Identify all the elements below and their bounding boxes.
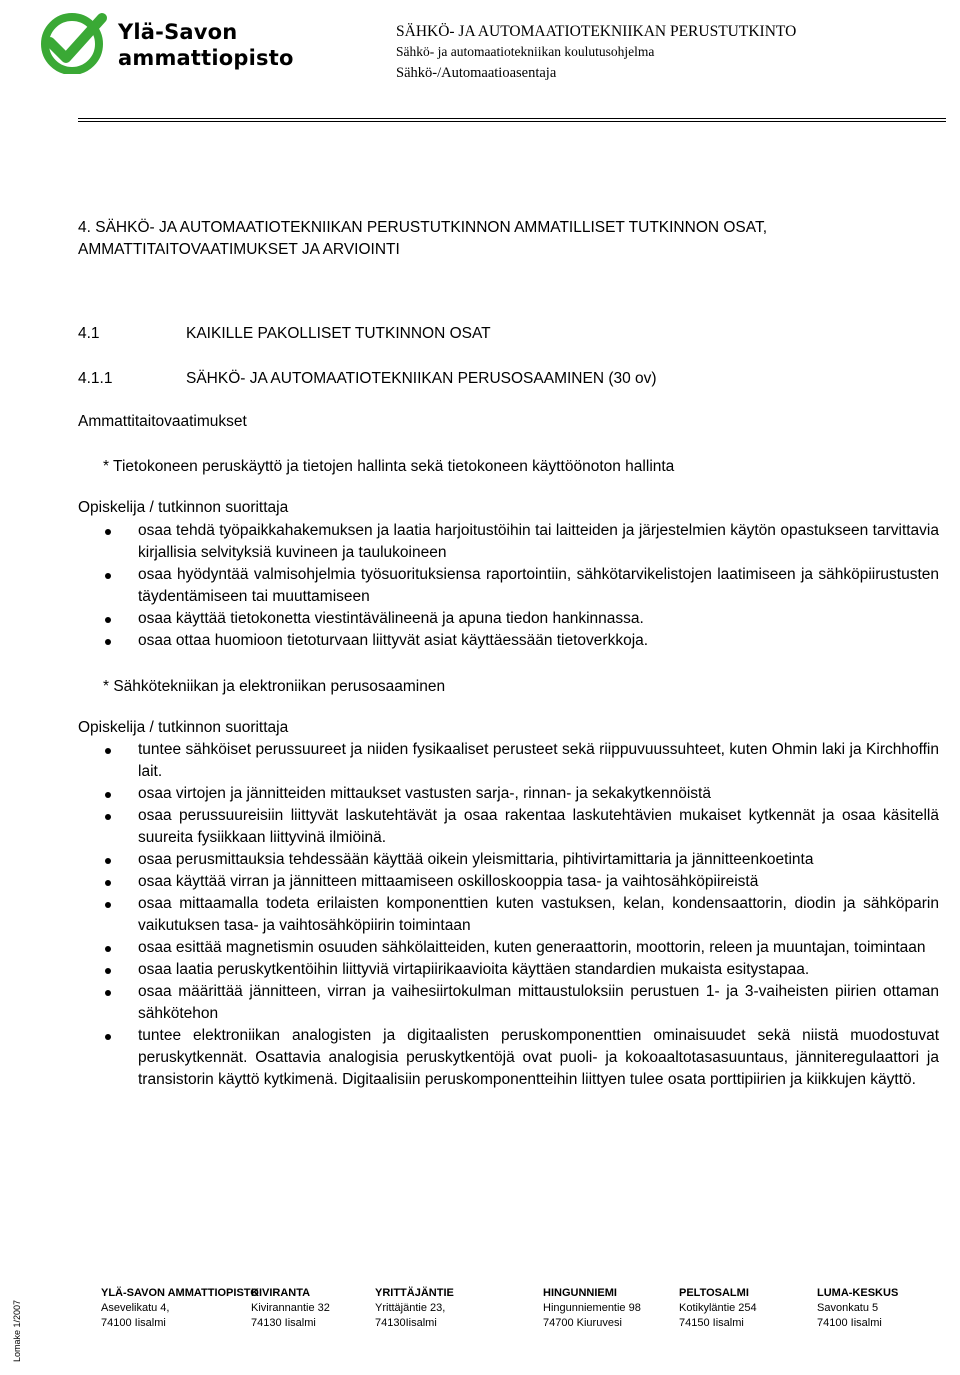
bullet-icon bbox=[105, 880, 111, 886]
list-item: osaa määrittää jännitteen, virran ja vaihesiirtokulman mittaustuloksiin perustuen 1- ja 3-vaiheisten piirien ottaman sähkötehon bbox=[105, 981, 939, 1025]
list-item: tuntee elektroniikan analogisten ja digitaalisten peruskomponenttien ominaisuudet sekä niistä muodostuvat peruskytkennät. Osattavia analogisia peruskytkentöjä ovat puoli- ja kokoaaltotasasuuntaus, jänniteregulaattori ja transistorin käyttö kytkimenä. Digitaalisiin peruskomponentteihin liittyen tulee osata porttipiirien ja kiikkujen käyttö. bbox=[105, 1025, 939, 1091]
bullet-icon bbox=[105, 968, 111, 974]
bullet-icon bbox=[105, 902, 111, 908]
list-item: osaa esittää magnetismin osuuden sähkölaitteiden, kuten generaattorin, moottorin, releen ja muuntajan, toimintaan bbox=[105, 937, 939, 959]
bullet-icon bbox=[105, 529, 111, 535]
list-item: osaa mittaamalla todeta erilaisten komponenttien kuten vastuksen, kelan, kondensaattorin, diodin ja sähköparin vaikutuksen tasa- ja vaihtosähköpiirin toimintaan bbox=[105, 893, 939, 937]
list-item: osaa käyttää virran ja jännitteen mittaamiseen oskilloskooppia tasa- ja vaihtosähköpiireistä bbox=[105, 871, 939, 893]
bullet-icon bbox=[105, 814, 111, 820]
list-item: osaa laatia peruskytkentöihin liittyviä virtapiirikaavioita käyttäen standardien mukaista esitystapaa. bbox=[105, 959, 939, 981]
logo-text-line2: ammattiopisto bbox=[118, 46, 294, 70]
bullet-icon bbox=[105, 617, 111, 623]
list-item: osaa ottaa huomioon tietoturvaan liittyvät asiat käyttäessään tietoverkkoja. bbox=[105, 630, 939, 652]
header-degree: Sähkö-/Automaatioasentaja bbox=[396, 65, 557, 81]
list-item: osaa hyödyntää valmisohjelmia työsuorituksiensa raportointiin, sähkötarvikelistojen laatimiseen ja sähköpiirustusten täydentämiseen tai muuttamiseen bbox=[105, 564, 939, 608]
group2-subject: Opiskelija / tutkinnon suorittaja bbox=[78, 719, 289, 736]
section-title: SÄHKÖ- JA AUTOMAATIOTEKNIIKAN PERUSOSAAMINEN (30 ov) bbox=[186, 370, 657, 387]
bullet-icon bbox=[105, 792, 111, 798]
bullet-icon bbox=[105, 748, 111, 754]
footer-location-kiviranta: KIVIRANTA Kivirannantie 32 74130 Iisalmi bbox=[251, 1287, 330, 1329]
form-code-vertical bbox=[12, 1282, 36, 1362]
form-code: Lomake 1/2007 bbox=[12, 1299, 22, 1362]
footer-location-main: YLÄ-SAVON AMMATTIOPISTO Asevelikatu 4, 74100 Iisalmi bbox=[101, 1287, 259, 1329]
bullet-icon bbox=[105, 858, 111, 864]
section-number: 4.1.1 bbox=[78, 370, 113, 387]
group1-list bbox=[105, 520, 939, 652]
list-item: osaa perusmittauksia tehdessään käyttää oikein yleismittaria, pihtivirtamittaria ja jännitteenkoetinta bbox=[105, 849, 939, 871]
section-title: KAIKILLE PAKOLLISET TUTKINNON OSAT bbox=[186, 325, 491, 342]
logo-text-line1: Ylä-Savon bbox=[118, 20, 238, 44]
footer-location-yrittajantie: YRITTÄJÄNTIE Yrittäjäntie 23, 74130Iisalmi bbox=[375, 1287, 454, 1329]
header-divider-bottom bbox=[78, 121, 946, 122]
document-header bbox=[396, 22, 796, 84]
main-heading-line2: AMMATTITAITOVAATIMUKSET JA ARVIOINTI bbox=[78, 241, 400, 258]
footer-location-peltosalmi: PELTOSALMI Kotikyläntie 254 74150 Iisalmi bbox=[679, 1287, 757, 1329]
group2-title: * Sähkötekniikan ja elektroniikan perusosaaminen bbox=[103, 678, 446, 695]
bullet-icon bbox=[105, 639, 111, 645]
group2-list bbox=[105, 739, 939, 1091]
list-item: osaa tehdä työpaikkahakemuksen ja laatia harjoitustöihin tai laitteiden ja järjestelmien käytön opastukseen tarvittavia kirjallisia selvityksiä kuvineen ja taulukoineen bbox=[105, 520, 939, 564]
header-title: SÄHKÖ- JA AUTOMAATIOTEKNIIKAN PERUSTUTKINTO bbox=[396, 23, 797, 40]
list-item: osaa perussuureisiin liittyvät laskutehtävät ja osaa rakentaa laskutehtävien mukaiset kytkennät ja osaa käsitellä suureita fysiikkaan liittyvinä ilmiöinä. bbox=[105, 805, 939, 849]
section-number: 4.1 bbox=[78, 325, 100, 342]
school-logo-mark-icon bbox=[40, 12, 112, 74]
school-logo bbox=[40, 12, 310, 74]
group1-title: * Tietokoneen peruskäyttö ja tietojen hallinta sekä tietokoneen käyttöönoton hallinta bbox=[103, 458, 675, 475]
bullet-icon bbox=[105, 1034, 111, 1040]
header-program: Sähkö- ja automaatiotekniikan koulutusohjelma bbox=[396, 44, 655, 59]
main-heading bbox=[78, 217, 767, 261]
group1-subject: Opiskelija / tutkinnon suorittaja bbox=[78, 499, 289, 516]
list-item: tuntee sähköiset perussuureet ja niiden fysikaaliset perusteet sekä riippuvuussuhteet, kuten Ohmin laki ja Kirchhoffin lait. bbox=[105, 739, 939, 783]
bullet-icon bbox=[105, 990, 111, 996]
requirements-label: Ammattitaitovaatimukset bbox=[78, 413, 247, 430]
list-item: osaa käyttää tietokonetta viestintävälineenä ja apuna tiedon hankinnassa. bbox=[105, 608, 939, 630]
list-item: osaa virtojen ja jännitteiden mittaukset vastusten sarja-, rinnan- ja sekakytkennöistä bbox=[105, 783, 939, 805]
main-heading-line1: 4. SÄHKÖ- JA AUTOMAATIOTEKNIIKAN PERUSTUTKINNON AMMATILLISET TUTKINNON OSAT, bbox=[78, 219, 768, 236]
bullet-icon bbox=[105, 573, 111, 579]
header-divider-top bbox=[78, 118, 946, 119]
bullet-icon bbox=[105, 946, 111, 952]
footer-location-luma-keskus: LUMA-KESKUS Savonkatu 5 74100 Iisalmi bbox=[817, 1287, 899, 1329]
footer-location-hingunniemi: HINGUNNIEMI Hingunniementie 98 74700 Kiuruvesi bbox=[543, 1287, 641, 1329]
